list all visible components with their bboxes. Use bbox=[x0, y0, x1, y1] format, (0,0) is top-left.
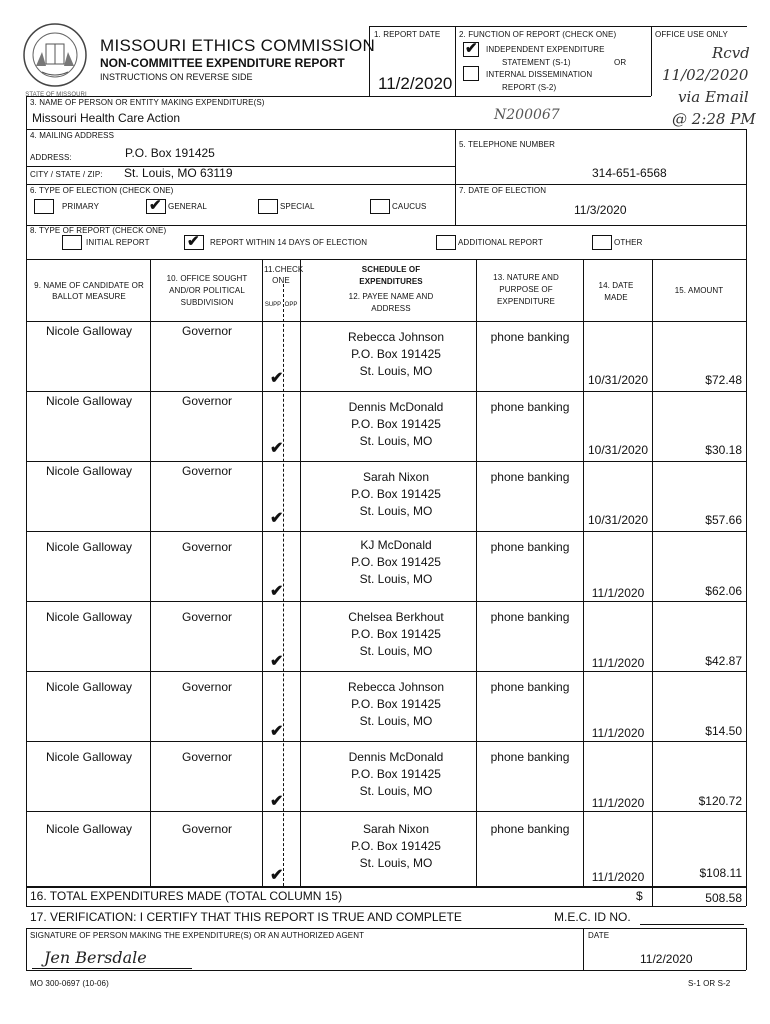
within-14-days-check-mark: ✔ bbox=[187, 233, 200, 250]
expenditure-row-6[interactable] bbox=[26, 671, 746, 741]
col-purpose-header: 13. NATURE AND PURPOSE OF EXPENDITURE bbox=[493, 273, 559, 306]
row-support-check: ✔ bbox=[270, 583, 284, 600]
row-date: 11/1/2020 bbox=[591, 586, 645, 600]
row-payee-address2: St. Louis, MO bbox=[359, 644, 433, 658]
signature[interactable]: Jen Bersdale bbox=[44, 948, 147, 967]
election-date-value[interactable]: 11/3/2020 bbox=[574, 203, 627, 217]
form-type: S-1 OR S-2 bbox=[688, 979, 731, 988]
verification-label: 17. VERIFICATION: I CERTIFY THAT THIS REPORT IS TRUE AND COMPLETE bbox=[30, 910, 462, 924]
row-support-check: ✔ bbox=[270, 510, 284, 527]
row-office: Governor bbox=[181, 822, 233, 836]
expenditure-row-3[interactable] bbox=[26, 461, 746, 531]
received-date: 11/02/2020 bbox=[662, 66, 749, 84]
row-payee-address1: P.O. Box 191425 bbox=[351, 627, 441, 641]
signature-label: SIGNATURE OF PERSON MAKING THE EXPENDITURE(S) OR AN AUTHORIZED AGENT bbox=[30, 931, 365, 940]
row-candidate: Nicole Galloway bbox=[45, 324, 133, 338]
seal-caption: STATE OF MISSOURI bbox=[25, 92, 87, 98]
row-date: 11/1/2020 bbox=[591, 726, 645, 740]
expenditure-row-2[interactable] bbox=[26, 391, 746, 461]
internal-dissemination-checkbox[interactable] bbox=[463, 66, 479, 81]
row-amount: $62.06 bbox=[705, 584, 742, 598]
row-amount: $30.18 bbox=[705, 443, 742, 457]
row-payee-address2: St. Louis, MO bbox=[359, 714, 433, 728]
form-number: MO 300-0697 (10-06) bbox=[30, 979, 109, 988]
entity-name-value[interactable]: Missouri Health Care Action bbox=[32, 111, 181, 125]
row-support-check: ✔ bbox=[270, 867, 284, 884]
general-check-mark: ✔ bbox=[149, 197, 162, 214]
row-support-check: ✔ bbox=[270, 793, 284, 810]
row-date: 11/1/2020 bbox=[591, 656, 645, 670]
row-amount: $108.11 bbox=[699, 866, 742, 880]
initial-report-checkbox[interactable] bbox=[62, 235, 82, 250]
row-candidate: Nicole Galloway bbox=[45, 610, 133, 624]
row-amount: $72.48 bbox=[705, 373, 742, 387]
report-date-label: 1. REPORT DATE bbox=[374, 30, 441, 39]
total-label: 16. TOTAL EXPENDITURES MADE (TOTAL COLUMN 15) bbox=[30, 889, 343, 903]
row-payee-name: Dennis McDonald bbox=[348, 750, 444, 764]
row-support-check: ✔ bbox=[270, 370, 284, 387]
row-payee-address2: St. Louis, MO bbox=[359, 784, 433, 798]
total-value[interactable]: 508.58 bbox=[705, 891, 742, 905]
row-purpose: phone banking bbox=[490, 470, 570, 484]
expenditure-row-8[interactable] bbox=[26, 811, 746, 886]
row-purpose: phone banking bbox=[490, 400, 570, 414]
expenditure-row-4[interactable] bbox=[26, 531, 746, 601]
row-payee-address1: P.O. Box 191425 bbox=[351, 347, 441, 361]
row-payee-name: Sarah Nixon bbox=[362, 470, 430, 484]
report-id-number: N200067 bbox=[494, 107, 560, 123]
row-amount: $120.72 bbox=[698, 794, 742, 808]
row-purpose: phone banking bbox=[490, 680, 570, 694]
expenditure-row-5[interactable] bbox=[26, 601, 746, 671]
row-purpose: phone banking bbox=[490, 330, 570, 344]
row-office: Governor bbox=[181, 540, 233, 554]
special-checkbox[interactable] bbox=[258, 199, 278, 214]
row-date: 11/1/2020 bbox=[591, 870, 645, 884]
expenditure-row-1[interactable] bbox=[26, 321, 746, 391]
row-purpose: phone banking bbox=[490, 610, 570, 624]
additional-report-checkbox[interactable] bbox=[436, 235, 456, 250]
primary-checkbox[interactable] bbox=[34, 199, 54, 214]
election-date-label: 7. DATE OF ELECTION bbox=[459, 186, 547, 195]
city-state-zip-value[interactable]: St. Louis, MO 63119 bbox=[124, 166, 233, 180]
mec-id-label: M.E.C. ID NO. bbox=[554, 910, 631, 924]
row-payee-name: Dennis McDonald bbox=[348, 400, 444, 414]
row-payee-address1: P.O. Box 191425 bbox=[351, 697, 441, 711]
row-candidate: Nicole Galloway bbox=[45, 464, 133, 478]
row-candidate: Nicole Galloway bbox=[45, 750, 133, 764]
primary-label: PRIMARY bbox=[62, 202, 100, 211]
row-payee-address1: P.O. Box 191425 bbox=[351, 767, 441, 781]
telephone-label: 5. TELEPHONE NUMBER bbox=[459, 140, 555, 149]
row-payee-address2: St. Louis, MO bbox=[359, 856, 433, 870]
row-office: Governor bbox=[181, 464, 233, 478]
received-time: @ 2:28 PM bbox=[672, 110, 756, 128]
row-payee-name: KJ McDonald bbox=[360, 538, 432, 552]
col-office-header: 10. OFFICE SOUGHT AND/OR POLITICAL SUBDIVISION bbox=[166, 274, 248, 307]
row-support-check: ✔ bbox=[270, 723, 284, 740]
col-check-header: 11.CHECK ONE bbox=[264, 265, 304, 285]
within-14-days-label: REPORT WITHIN 14 DAYS OF ELECTION bbox=[210, 238, 368, 247]
row-payee-name: Sarah Nixon bbox=[362, 822, 430, 836]
col-supp-header: SUPP bbox=[264, 302, 282, 308]
other-checkbox[interactable] bbox=[592, 235, 612, 250]
row-date: 11/1/2020 bbox=[591, 796, 645, 810]
election-type-label: 6. TYPE OF ELECTION (CHECK ONE) bbox=[30, 186, 174, 195]
row-payee-address1: P.O. Box 191425 bbox=[351, 839, 441, 853]
row-support-check: ✔ bbox=[270, 440, 284, 457]
row-candidate: Nicole Galloway bbox=[45, 540, 133, 554]
address-label: ADDRESS: bbox=[30, 153, 72, 162]
commission-title: MISSOURI ETHICS COMMISSION bbox=[100, 36, 376, 55]
row-amount: $42.87 bbox=[705, 654, 742, 668]
total-currency: $ bbox=[636, 889, 643, 903]
row-payee-name: Chelsea Berkhout bbox=[348, 610, 444, 624]
entity-name-label: 3. NAME OF PERSON OR ENTITY MAKING EXPENDITURE(S) bbox=[30, 98, 265, 107]
row-office: Governor bbox=[181, 610, 233, 624]
row-office: Governor bbox=[181, 750, 233, 764]
row-office: Governor bbox=[181, 680, 233, 694]
general-label: GENERAL bbox=[168, 202, 207, 211]
function-label: 2. FUNCTION OF REPORT (CHECK ONE) bbox=[459, 30, 617, 39]
report-type-label: 8. TYPE OF REPORT (CHECK ONE) bbox=[30, 226, 167, 235]
row-candidate: Nicole Galloway bbox=[45, 822, 133, 836]
row-date: 10/31/2020 bbox=[587, 513, 649, 527]
report-date-value[interactable]: 11/2/2020 bbox=[378, 74, 453, 93]
row-amount: $14.50 bbox=[705, 724, 742, 738]
other-label: OTHER bbox=[614, 238, 643, 247]
instructions-note: INSTRUCTIONS ON REVERSE SIDE bbox=[100, 72, 253, 82]
sign-date-value[interactable]: 11/2/2020 bbox=[640, 952, 693, 966]
row-purpose: phone banking bbox=[490, 822, 570, 836]
independent-expenditure-check-mark: ✔ bbox=[465, 40, 478, 57]
row-payee-address2: St. Louis, MO bbox=[359, 504, 433, 518]
row-payee-address2: St. Louis, MO bbox=[359, 364, 433, 378]
city-state-zip-label: CITY / STATE / ZIP: bbox=[30, 170, 103, 179]
col-amount-header: 15. AMOUNT bbox=[674, 286, 724, 295]
col-opp-header: OPP bbox=[284, 302, 298, 308]
received-via: via Email bbox=[678, 88, 749, 106]
or-label: OR bbox=[614, 58, 627, 67]
row-purpose: phone banking bbox=[490, 750, 570, 764]
additional-report-label: ADDITIONAL REPORT bbox=[458, 238, 543, 247]
row-payee-name: Rebecca Johnson bbox=[347, 330, 445, 344]
caucus-checkbox[interactable] bbox=[370, 199, 390, 214]
row-date: 10/31/2020 bbox=[587, 443, 649, 457]
office-use-label: OFFICE USE ONLY bbox=[655, 30, 728, 39]
row-payee-address1: P.O. Box 191425 bbox=[351, 555, 441, 569]
row-payee-address2: St. Louis, MO bbox=[359, 434, 433, 448]
option-s1-line1: INDEPENDENT EXPENDITURE bbox=[486, 45, 605, 54]
row-purpose: phone banking bbox=[490, 540, 570, 554]
schedule-header: SCHEDULE OF EXPENDITURES bbox=[359, 265, 423, 286]
row-candidate: Nicole Galloway bbox=[45, 680, 133, 694]
received-stamp: Rcvd bbox=[712, 44, 750, 62]
special-label: SPECIAL bbox=[280, 202, 315, 211]
row-office: Governor bbox=[181, 324, 233, 338]
row-support-check: ✔ bbox=[270, 653, 284, 670]
row-candidate: Nicole Galloway bbox=[45, 394, 133, 408]
row-office: Governor bbox=[181, 394, 233, 408]
col-payee-header: 12. PAYEE NAME AND ADDRESS bbox=[348, 292, 434, 313]
row-payee-address2: St. Louis, MO bbox=[359, 572, 433, 586]
expenditure-row-7[interactable] bbox=[26, 741, 746, 811]
address-value[interactable]: P.O. Box 191425 bbox=[125, 146, 215, 160]
caucus-label: CAUCUS bbox=[392, 202, 427, 211]
col-candidate-header: 9. NAME OF CANDIDATE OR BALLOT MEASURE bbox=[34, 281, 144, 301]
row-payee-address1: P.O. Box 191425 bbox=[351, 417, 441, 431]
mailing-address-label: 4. MAILING ADDRESS bbox=[30, 131, 115, 140]
sign-date-label: DATE bbox=[588, 931, 610, 940]
telephone-value[interactable]: 314-651-6568 bbox=[592, 166, 667, 180]
initial-report-label: INITIAL REPORT bbox=[86, 238, 150, 247]
row-payee-address1: P.O. Box 191425 bbox=[351, 487, 441, 501]
option-s2-line2: REPORT (S-2) bbox=[502, 83, 557, 92]
state-seal bbox=[22, 22, 88, 88]
report-title: NON-COMMITTEE EXPENDITURE REPORT bbox=[100, 56, 345, 70]
row-amount: $57.66 bbox=[705, 513, 742, 527]
row-date: 10/31/2020 bbox=[587, 373, 649, 387]
option-s1-line2: STATEMENT (S-1) bbox=[502, 58, 571, 67]
col-date-header: 14. DATE MADE bbox=[598, 281, 634, 302]
row-payee-name: Rebecca Johnson bbox=[347, 680, 445, 694]
option-s2-line1: INTERNAL DISSEMINATION bbox=[486, 70, 593, 79]
